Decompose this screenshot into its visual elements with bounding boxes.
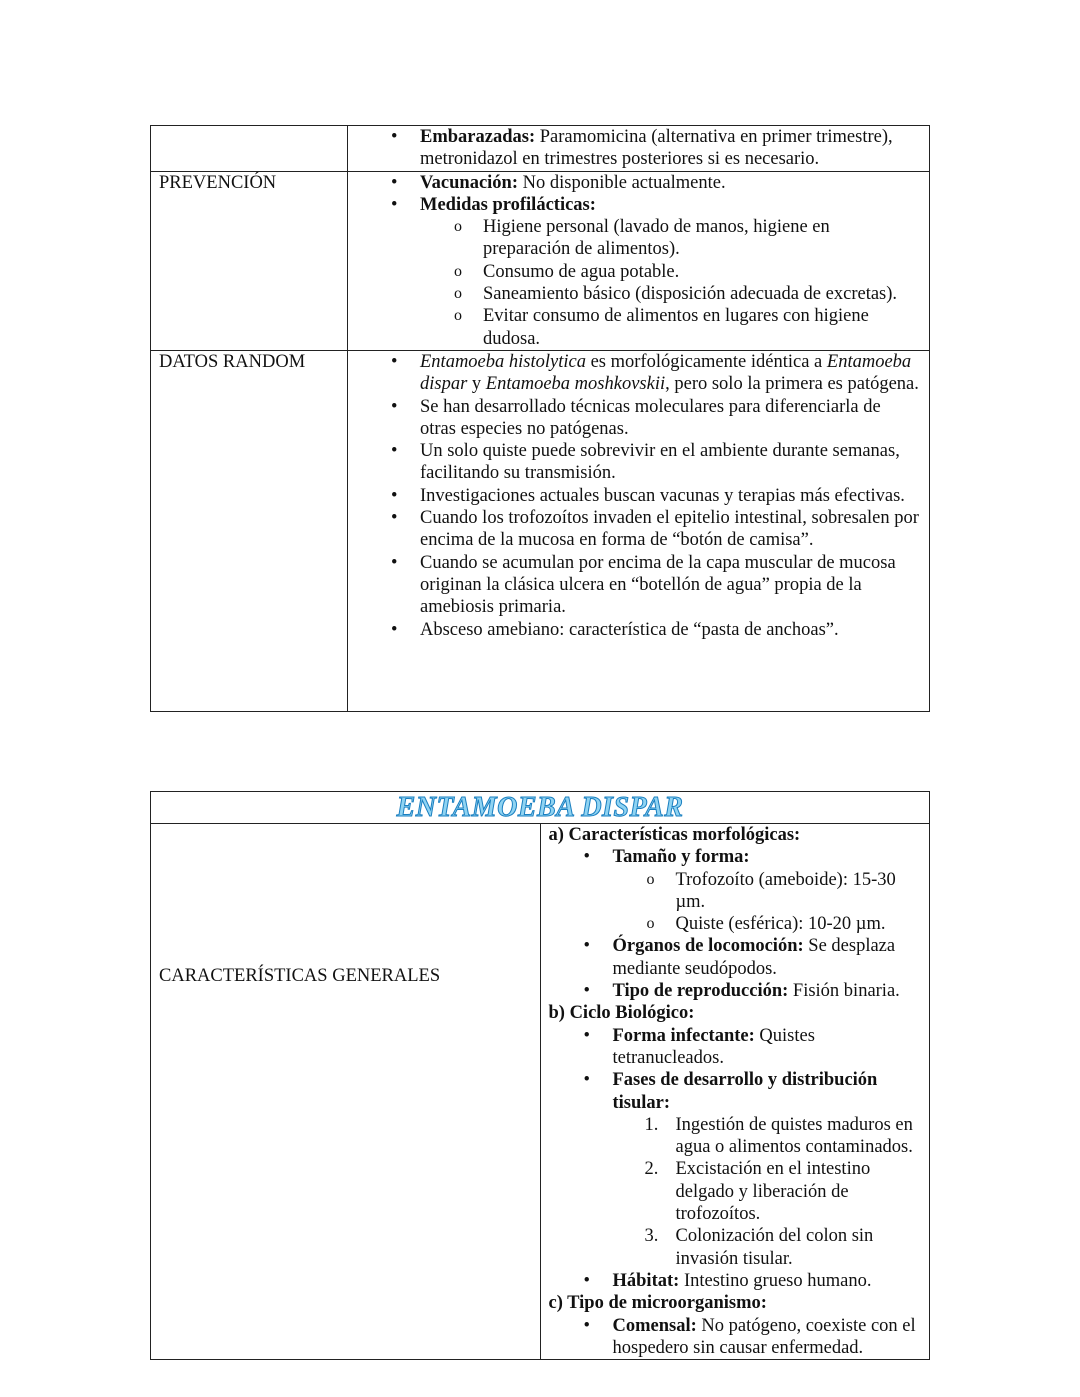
item-bold: Hábitat: (612, 1270, 680, 1291)
item-text: , pero solo la primera es patógena. (665, 374, 919, 395)
numbered-item (549, 1225, 922, 1270)
item-text: No disponible actualmente. (518, 172, 726, 193)
entamoeba-dispar-table (150, 791, 930, 1360)
list-item: • Cuando los trofozoítos invaden el epitelio intestinal, sobresalen por encima de la mucosa en forma de “botón de camisa”. (356, 507, 921, 552)
list-item (356, 194, 921, 216)
item-bold: Comensal: (612, 1315, 697, 1336)
sub-item: o Quiste (esférica): 10-20 µm. (549, 913, 922, 935)
item-bold: Órganos de locomoción: (612, 936, 804, 957)
table-row (151, 824, 930, 1360)
section-heading: a) Características morfológicas: (548, 825, 801, 845)
item-text: Excistación en el intestino delgado y liberación de trofozoítos. (675, 1159, 871, 1225)
item-number: 3. (644, 1226, 659, 1247)
item-bold: Forma infectante: (612, 1025, 755, 1046)
species-name: Entamoeba dispar (420, 351, 912, 395)
row-content (348, 350, 930, 711)
list-item: • Se han desarrollado técnicas moleculares para diferenciarla de otras especies no patógenas. (356, 396, 921, 441)
list-item: • Investigaciones actuales buscan vacunas y terapias más efectivas. (356, 485, 921, 507)
sub-item: o Trofozoíto (ameboide): 15-30 µm. (549, 869, 922, 914)
list-item (549, 980, 922, 1002)
section-heading: b) Ciclo Biológico: (548, 1003, 695, 1024)
list-item (549, 846, 922, 868)
sub-item: o Evitar consumo de alimentos en lugares con higiene dudosa. (356, 305, 921, 350)
row-label (151, 824, 541, 1360)
item-text: Paramomicina (alternativa en primer trimestre), metronidazol en trimestres posteriores si es necesario. (420, 127, 893, 170)
list-item: • Un solo quiste puede sobrevivir en el ambiente durante semanas, facilitando su transmisión. (356, 440, 921, 485)
table-title: ENTAMOEBA DISPAR (151, 792, 930, 824)
item-text: es morfológicamente idéntica a (585, 351, 827, 372)
item-bold: Medidas profilácticas: (420, 194, 596, 215)
table-row (151, 126, 930, 172)
item-text: No patógeno, coexiste con el hospedero sin causar enfermedad. (612, 1315, 916, 1358)
table-title-row (151, 792, 930, 824)
treatment-prevention-table (150, 125, 930, 712)
list-item (356, 351, 921, 396)
list-item: • Absceso amebiano: característica de “pasta de anchoas”. (356, 619, 921, 641)
sub-item: o Higiene personal (lavado de manos, higiene en preparación de alimentos). (356, 216, 921, 261)
item-bold: Fases de desarrollo y distribución tisular: (612, 1070, 878, 1113)
row-label-empty (151, 126, 348, 172)
table-row (151, 350, 930, 711)
item-text: y (467, 374, 486, 395)
item-text: Intestino grueso humano. (679, 1270, 872, 1291)
list-item: • Cuando se acumulan por encima de la capa muscular de mucosa originan la clásica ulcera en “botellón de agua” propia de la amebiosis primaria. (356, 552, 921, 619)
item-text: Fisión binaria. (788, 981, 900, 1002)
list-item (549, 1315, 922, 1360)
row-label: DATOS RANDOM (151, 350, 348, 711)
item-number: 2. (644, 1159, 659, 1180)
numbered-item (549, 1158, 922, 1225)
list-item (356, 126, 921, 171)
item-text: Colonización del colon sin invasión tisular. (675, 1226, 874, 1269)
row-label: PREVENCIÓN (151, 171, 348, 350)
item-bold: Tipo de reproducción: (612, 981, 789, 1002)
item-text: Se desplaza mediante seudópodos. (612, 936, 896, 979)
row-label-text: CARACTERÍSTICAS GENERALES (159, 966, 441, 987)
row-content (348, 126, 930, 172)
section-heading: c) Tipo de microorganismo: (548, 1293, 767, 1314)
table-row (151, 171, 930, 350)
list-item (549, 1069, 922, 1114)
sub-item: o Saneamiento básico (disposición adecuada de excretas). (356, 283, 921, 305)
item-bold: Tamaño y forma: (612, 847, 750, 868)
species-name: Entamoeba histolytica (420, 351, 586, 372)
sub-item: o Consumo de agua potable. (356, 261, 921, 283)
item-text: Quistes tetranucleados. (612, 1025, 815, 1068)
row-content (540, 824, 930, 1360)
item-bold: Embarazadas: (420, 127, 536, 147)
row-content (348, 171, 930, 350)
numbered-item (549, 1114, 922, 1159)
item-bold: Vacunación: (420, 172, 519, 193)
list-item (549, 1270, 922, 1292)
list-item (356, 172, 921, 194)
list-item (549, 935, 922, 980)
species-name: Entamoeba moshkovskii (485, 374, 666, 395)
item-number: 1. (644, 1114, 659, 1135)
item-text: Ingestión de quistes maduros en agua o alimentos contaminados. (675, 1114, 913, 1158)
list-item (549, 1025, 922, 1070)
